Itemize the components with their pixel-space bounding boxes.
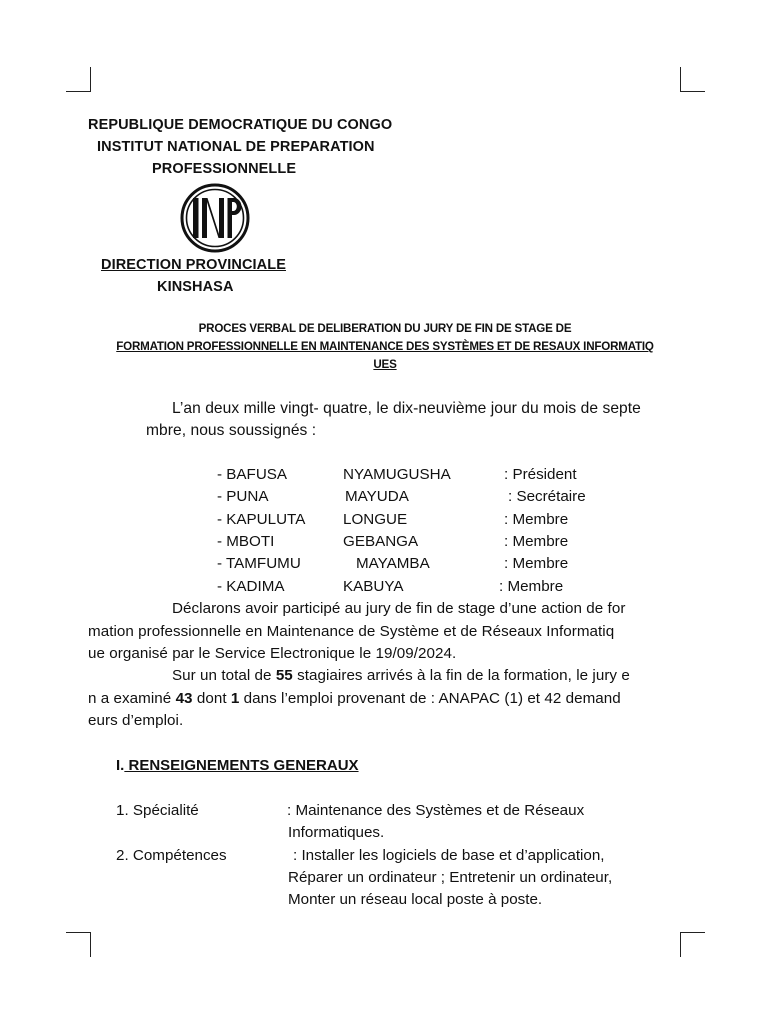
section-heading: [116, 757, 359, 774]
competences-value-line1: : Installer les logiciels de base et d’application,: [293, 847, 605, 864]
crop-mark-top-right: [680, 67, 705, 92]
stats-line2: [88, 690, 621, 707]
pv-title-line1: PROCES VERBAL DE DELIBERATION DU JURY DE FIN DE STAGE DE: [198, 322, 572, 335]
institute-name-line2: PROFESSIONNELLE: [152, 161, 297, 177]
competences-value-line3: Monter un réseau local poste à poste.: [288, 891, 543, 908]
section-title: RENSEIGNEMENTS GENERAUX: [124, 757, 359, 774]
country-name: REPUBLIQUE DEMOCRATIQUE DU CONGO: [88, 117, 393, 133]
city-name: KINSHASA: [157, 279, 234, 295]
jury-surname: MAYUDA: [345, 488, 409, 505]
jury-role: : Membre: [504, 555, 569, 572]
jury-role: : Secrétaire: [508, 488, 586, 505]
jury-surname: LONGUE: [343, 511, 408, 528]
jury-surname: GEBANGA: [343, 533, 419, 550]
declaration-line1: Déclarons avoir participé au jury de fin de stage d’une action de for: [172, 600, 626, 617]
pv-title-line2: FORMATION PROFESSIONNELLE EN MAINTENANCE DES SYSTÈMES ET DE RESAUX INFORMATIQ: [116, 340, 654, 353]
jury-role: : Membre: [504, 533, 569, 550]
stats-text: dans l’emploi provenant de : ANAPAC (1) et 42 demand: [239, 690, 621, 707]
stats-text: Sur un total de: [172, 667, 276, 684]
stats-line1: [172, 667, 630, 684]
stats-text: stagiaires arrivés à la fin de la formation, le jury e: [292, 667, 630, 684]
competences-value-line2: Réparer un ordinateur ; Entretenir un ordinateur,: [288, 869, 613, 886]
stats-text: n a examiné: [88, 690, 176, 707]
declaration-line2: mation professionnelle en Maintenance de Système et de Réseaux Informatiq: [88, 623, 615, 640]
inpp-logo-icon: [180, 183, 250, 253]
jury-role: : Président: [504, 466, 577, 483]
crop-mark-top-left: [66, 67, 91, 92]
jury-surname: KABUYA: [343, 578, 404, 595]
jury-surname: NYAMUGUSHA: [343, 466, 451, 483]
jury-name: - BAFUSA: [217, 466, 288, 483]
stats-text: dont: [192, 690, 231, 707]
crop-mark-bottom-right: [680, 932, 705, 957]
section-number: I.: [116, 757, 125, 774]
institute-name-line1: INSTITUT NATIONAL DE PREPARATION: [97, 139, 375, 155]
examined-count: 43: [175, 690, 193, 707]
speciality-value-line1: : Maintenance des Systèmes et de Réseaux: [287, 802, 585, 819]
total-trainees: 55: [275, 667, 293, 684]
jury-role: : Membre: [504, 511, 569, 528]
declaration-line3: ue organisé par le Service Electronique le 19/09/2024.: [88, 645, 457, 662]
jury-name: - KADIMA: [217, 578, 285, 595]
crop-mark-bottom-left: [66, 932, 91, 957]
intro-line2: mbre, nous soussignés :: [146, 422, 317, 439]
jury-name: - MBOTI: [217, 533, 275, 550]
stats-line3: eurs d’emploi.: [88, 712, 184, 729]
jury-surname: MAYAMBA: [356, 555, 430, 572]
jury-name: - KAPULUTA: [217, 511, 306, 528]
direction-title: DIRECTION PROVINCIALE: [101, 257, 286, 273]
jury-name: - TAMFUMU: [217, 555, 301, 572]
competences-label: 2. Compétences: [116, 847, 227, 864]
jury-role: : Membre: [499, 578, 564, 595]
pv-title-line3: UES: [373, 358, 397, 371]
speciality-value-line2: Informatiques.: [288, 824, 385, 841]
jury-name: - PUNA: [217, 488, 269, 505]
intro-line1: L’an deux mille vingt- quatre, le dix-neuvième jour du mois de septe: [172, 400, 641, 417]
employed-count: 1: [230, 690, 240, 707]
speciality-label: 1. Spécialité: [116, 802, 199, 819]
